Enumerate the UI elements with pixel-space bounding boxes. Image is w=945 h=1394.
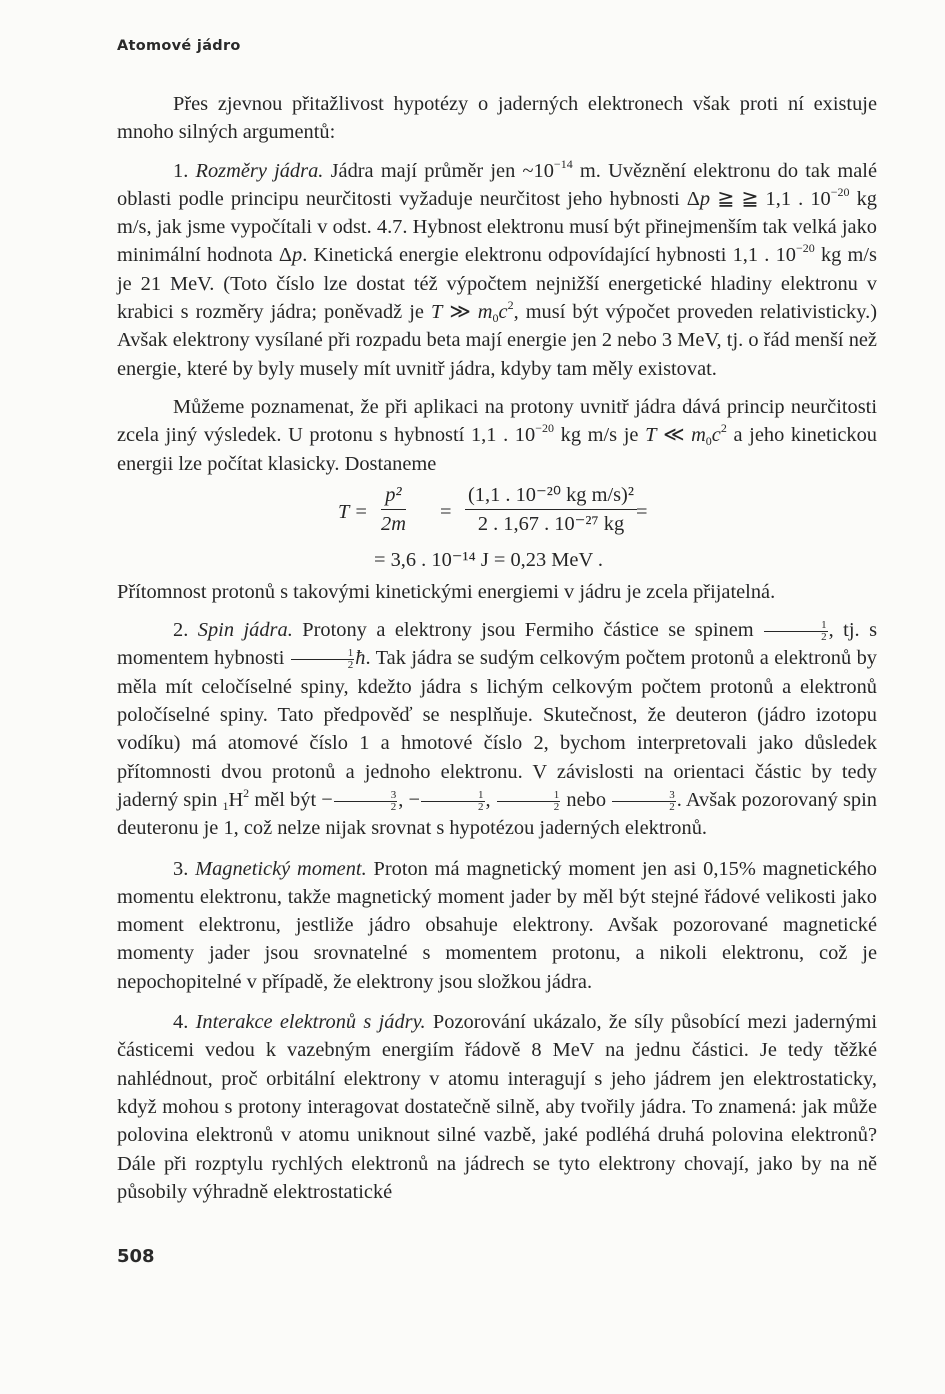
paragraph-4-electron-interaction [117,1008,877,1206]
fraction-three-halves [334,790,398,813]
text-run: . Tak jádra se sudým celkovým počtem protonů a elektronů by měla mít celočíselné spiny, kdežto jádra s lichým celkovým počtem protonů a elektronů poločíselné spiny. Tato předpověď se nesplňuje. Skutečnost, že deuteron (jádro izotopu vodíku) má atomové číslo 1 a hmotové číslo 2, bychom interpretovali jako důsledek přítomnosti dvou protonů a jednoho elektronu. V závislosti na orientaci částic by tedy jaderný spin [117,647,877,811]
subscript: 0 [492,311,499,326]
equals-sign: = [636,500,648,523]
fraction-half [291,648,355,671]
fraction-denominator: 2m [381,512,406,535]
exponent: 2 [720,421,727,436]
subscript: 1 [222,798,229,813]
text-run: měl být − [249,788,333,811]
page-body [117,90,877,1206]
text-run: ≧ ≧ 1,1 . 10 [710,187,831,210]
text-run: kg m/s je 21 MeV. (Toto číslo lze dostat též výpočtem nejnižší energetické hladiny elektronu v krabici s rozměry jádra; poněvadž je [117,244,877,324]
hbar-symbol: ħ [355,647,366,670]
fraction-numerator: 1 [421,790,485,802]
fraction-numerator: 1 [497,790,561,802]
fraction-denominator: 2 [553,800,560,813]
fraction-half [764,620,828,643]
variable-c: c [711,424,721,447]
text-run: Můžeme poznamenat, že při aplikaci na protony uvnitř jádra dává princip neurčitosti zcela jiný výsledek. U protonu s hybností 1,1 . 10 [117,395,877,447]
item-title: Interakce elektronů s jádry. [195,1011,426,1034]
variable-T: T [430,301,443,324]
text-run: Jádra mají průměr jen ~10 [323,159,554,182]
fraction-half [497,790,561,813]
item-number: 1. [173,159,189,182]
equation-result [117,542,877,578]
text-run: kg m/s je [553,424,646,447]
variable-c: c [498,301,508,324]
text-run: nebo [561,788,612,811]
item-number: 4. [173,1011,189,1034]
exponent: −20 [795,241,815,256]
fraction-numerator: p² [381,482,406,510]
variable-T: T [645,424,657,447]
variable-p: p [699,187,711,210]
isotope-symbol: H [228,788,244,811]
fraction-numerator: 3 [612,790,676,802]
paragraph-2-nuclear-spin [117,616,877,842]
fraction-denominator: 2 [669,800,675,813]
text-run: kg m/s, jak jsme vypočítali v odst. 4.7. Hybnost elektronu musí být přinejmenším tak velká jako minimální hodnota Δ [117,187,877,267]
subscript: 0 [705,434,712,449]
text-run: , [485,788,496,811]
equation-result-line: = 3,6 . 10⁻¹⁴ J = 0,23 MeV . [374,548,603,571]
relation-symbol: ≫ [442,301,478,324]
variable-m: m [477,301,493,324]
exponent: 2 [243,785,250,800]
text-run: , musí být výpočet proveden relativisticky.) Avšak elektrony vysílané při rozpadu beta mají energie jen 2 nebo 3 MeV, tj. o řád menší než energie, které by byly musely mít uvnitř jádra, kdyby tam měly existovat. [117,301,878,380]
item-title: Magnetický moment. [195,857,367,880]
fraction-numerator: 1 [291,648,355,660]
fraction-three-halves [612,790,676,813]
fraction-denominator: 2 [347,659,354,672]
paragraph-acceptable: Přítomnost protonů s takovými kinetickými energiemi v jádru je zcela přijatelná. [117,580,776,603]
page-number: 508 [117,1246,155,1267]
intro-paragraph: Přes zjevnou přitažlivost hypotézy o jaderných elektronech však proti ní existuje mnoho silných argumentů: [117,93,877,144]
fraction-half [421,790,485,813]
fraction-numeric [465,482,637,538]
fraction-denominator: 2 [821,630,827,643]
item-number: 2. [173,619,189,642]
text-run: m. Uvěznění elektronu do tak malé oblasti podle principu neurčitosti vyžaduje neurčitost jeho hybnosti Δ [117,159,877,210]
fraction-denominator: 2 . 1,67 . 10⁻²⁷ kg [477,512,625,535]
item-number: 3. [173,857,189,880]
exponent: −20 [535,421,554,436]
equation-lhs: T = [338,500,368,523]
item-title: Rozměry jádra. [195,159,324,182]
exponent: −20 [830,184,850,199]
text-run: , − [398,788,421,811]
exponent: 2 [507,298,514,313]
equals-sign: = [440,500,452,523]
text-run: . Kinetická energie elektronu odpovídající hybnosti 1,1 . 10 [302,244,796,267]
variable-m: m [691,424,706,447]
running-header: Atomové jádro [117,38,241,54]
fraction-denominator: 2 [478,800,484,813]
item-title: Spin jádra. [197,619,293,642]
text-run: Proton má magnetický moment jen asi 0,15% magnetického momentu elektronu, takže magnetický moment jader by měl být stejné řádové velikosti jako moment elektronu, jestliže jádro obsahuje elektrony. Avšak pozorované magnetické momenty jader jsou srovnatelné s momentem protonu, a nikoli elektronu, což je nepochopitelné v případě, že elektrony jsou složkou jádra. [117,857,877,993]
text-run: Pozorování ukázalo, že síly působící mezi jadernými částicemi vedou k vazebným energiím řádově 8 MeV na jednu částici. Je tedy těžké nahlédnout, proč orbitální elektrony v atomu interagují s jeho jádrem jen elektrostaticky, když mohou s protony interagovat dostatečně silně, aby tvořily jádra. To znamená: jak může polovina elektronů v atomu uniknout silné vazbě, jaké podléhá druhá polovina elektronů? Dále při rozptylu rychlých elektronů na jádrech se tyto elektrony chovají, jako by na ně působily výhradně elektrostatické [117,1011,877,1203]
fraction-numerator: 1 [764,620,828,632]
text-run: . Avšak pozorovaný spin deuteronu je 1, což nelze nijak srovnat s hypotézou jaderných elektronů. [117,788,877,840]
paragraph-1-nuclear-size [117,157,877,383]
text-run: Protony a elektrony jsou Fermiho částice se spinem [292,619,764,642]
equation-kinetic-energy [117,482,877,542]
relation-symbol: ≪ [656,424,692,447]
paragraph-proton-note [117,393,877,478]
text-run: , tj. s momentem hybnosti [117,619,878,670]
fraction-p2-over-2m [381,482,406,538]
exponent: −14 [553,156,573,171]
fraction-numerator: 3 [334,790,398,802]
paragraph-3-magnetic-moment [117,855,877,996]
text-run: a jeho kinetickou energii lze počítat klasicky. Dostaneme [117,424,877,475]
fraction-denominator: 2 [390,800,397,813]
fraction-numerator: (1,1 . 10⁻²⁰ kg m/s)² [465,482,637,510]
variable-p: p [292,244,303,267]
